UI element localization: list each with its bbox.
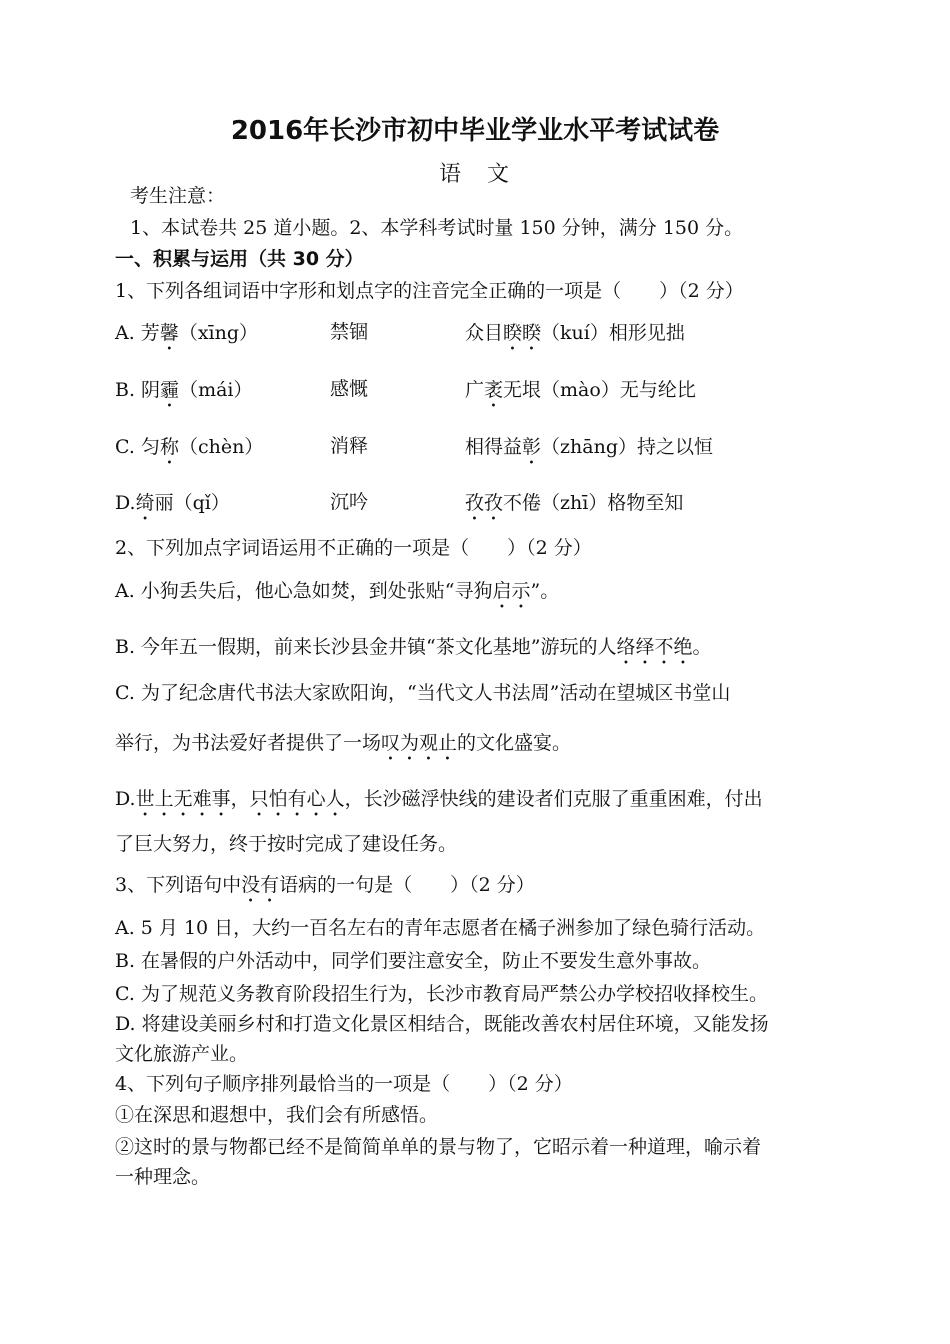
dotted-char: 叹为观止 <box>381 732 458 754</box>
question-4-stem: 4、下列句子顺序排列最恰当的一项是（ ）（2 分） <box>115 1073 573 1095</box>
question-4-sentence-2-line1: ②这时的景与物都已经不是简简单单的景与物了，它昭示着一种道理，喻示着 <box>115 1136 762 1158</box>
dotted-char: 世上无难事，只怕有心人 <box>135 788 345 810</box>
question-4-sentence-1: ①在深思和遐想中，我们会有所感悟。 <box>115 1104 439 1126</box>
question-3-option-d-line1: D. 将建设美丽乡村和打造文化景区相结合，既能改善农村居住环境，又能发扬 <box>115 1013 769 1035</box>
question-2-option-a: A. 小狗丢失后，他心急如焚，到处张贴“寻狗启示”。 <box>115 580 559 613</box>
dotted-char: 馨 <box>159 322 179 344</box>
question-3-option-a: A. 5 月 10 日，大约一百名左右的青年志愿者在橘子洲参加了绿色骑行活动。 <box>115 917 766 939</box>
question-2-option-c-line1: C. 为了纪念唐代书法大家欧阳询，“当代文人书法周”活动在望城区书堂山 <box>115 682 731 704</box>
question-2-stem: 2、下列加点字词语运用不正确的一项是（ ）（2 分） <box>115 537 592 559</box>
dotted-char: 没有 <box>241 874 280 896</box>
question-2-option-c-line2: 举行，为书法爱好者提供了一场叹为观止的文化盛宴。 <box>115 732 571 765</box>
question-3-option-b: B. 在暑假的户外活动中，同学们要注意安全，防止不要发生意外事故。 <box>115 950 712 972</box>
exam-title: 2016年长沙市初中毕业学业水平考试试卷 <box>230 116 720 146</box>
question-1-stem: 1、下列各组词语中字形和划点字的注音完全正确的一项是（ ）（2 分） <box>115 280 744 302</box>
notice-text: 1、本试卷共 25 道小题。2、本学科考试时量 150 分钟，满分 150 分。 <box>130 217 744 239</box>
dotted-char: 彰 <box>522 436 542 458</box>
question-2-option-b: B. 今年五一假期，前来长沙县金井镇“茶文化基地”游玩的人络绎不绝。 <box>115 636 712 669</box>
section-heading: 一、积累与运用（共 30 分） <box>115 248 364 270</box>
question-2-option-d-line2: 了巨大努力，终于按时完成了建设任务。 <box>115 833 458 855</box>
question-3-option-d-line2: 文化旅游产业。 <box>115 1043 249 1065</box>
dotted-char: 称 <box>159 436 179 458</box>
dotted-char: 孜孜 <box>465 492 504 514</box>
question-2-option-d-line1: D.世上无难事，只怕有心人，长沙磁浮快线的建设者们克服了重重困难，付出 <box>115 788 763 821</box>
notice-heading: 考生注意： <box>130 185 226 207</box>
subject-heading: 语 文 <box>438 162 511 187</box>
dotted-char: 启示 <box>492 580 531 602</box>
dotted-char: 络绎不绝 <box>616 636 693 658</box>
dotted-char: 睽睽 <box>503 322 542 344</box>
question-3-stem: 3、下列语句中没有语病的一句是（ ）（2 分） <box>115 874 535 907</box>
dotted-char: 袤 <box>484 379 504 401</box>
question-4-sentence-2-line2: 一种理念。 <box>115 1166 211 1188</box>
dotted-char: 霾 <box>160 379 180 401</box>
dotted-char: 绮 <box>135 492 155 514</box>
question-3-option-c: C. 为了规范义务教育阶段招生行为，长沙市教育局严禁公办学校招收择校生。 <box>115 983 768 1005</box>
